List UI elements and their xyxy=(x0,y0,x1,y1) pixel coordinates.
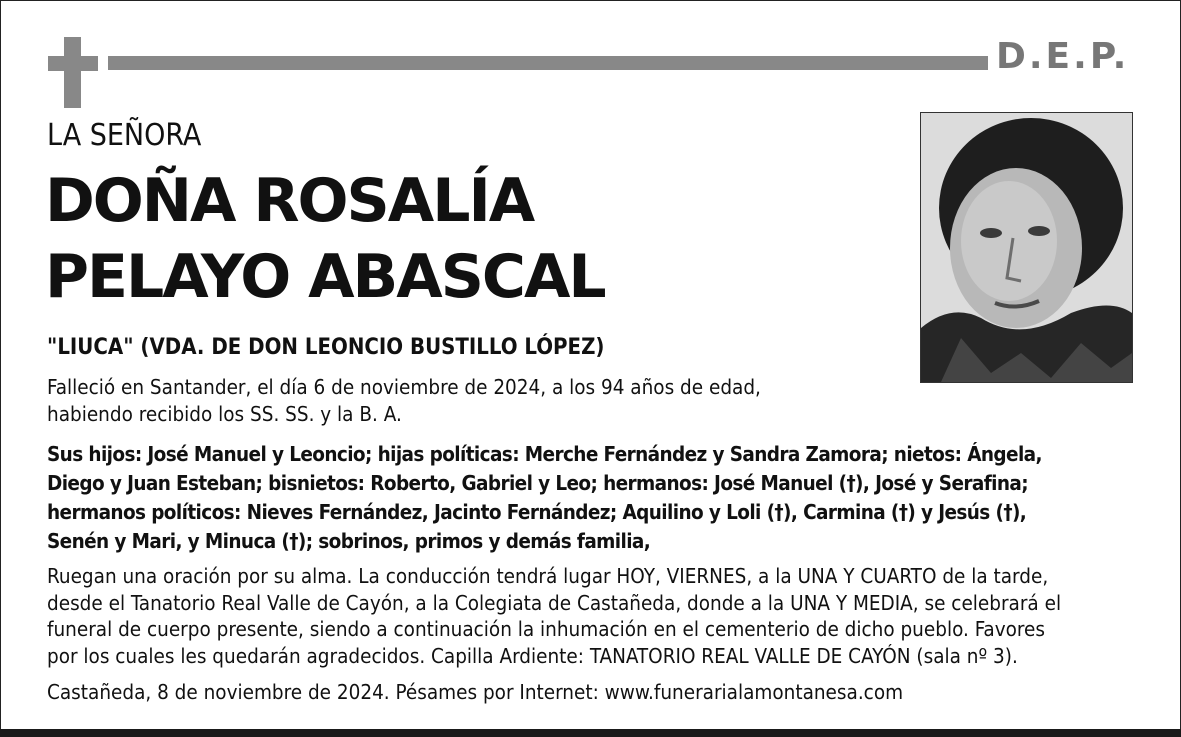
cross-icon xyxy=(64,37,81,108)
cross-icon-arm xyxy=(48,56,98,71)
deceased-title: LA SEÑORA xyxy=(47,118,202,153)
dep-label: D.E.P. xyxy=(996,36,1130,77)
deceased-name-line1: DOÑA ROSALÍA xyxy=(45,166,534,236)
request-line: por los cuales les quedarán agradecidos. Capilla Ardiente: TANATORIO REAL VALLE DE CAYÓN (sala nº 3). xyxy=(47,643,1018,668)
deceased-photo xyxy=(920,112,1133,383)
death-info xyxy=(47,374,897,428)
family-line: Senén y Mari, y Minuca (†); sobrinos, primos y demás familia, xyxy=(47,529,651,553)
request-line: Ruegan una oración por su alma. La conducción tendrá lugar HOY, VIERNES, a la UNA Y CUARTO de la tarde, xyxy=(47,564,1049,588)
death-info-line1: Falleció en Santander, el día 6 de noviembre de 2024, a los 94 años de edad, xyxy=(47,375,761,399)
family-line: hermanos políticos: Nieves Fernández, Jacinto Fernández; Aquilino y Loli (†), Carmina (†) y Jesús (†), xyxy=(47,500,1027,524)
portrait-image xyxy=(921,113,1132,382)
family-list xyxy=(47,440,1157,556)
request-line: desde el Tanatorio Real Valle de Cayón, a la Colegiata de Castañeda, donde a la UNA Y MEDIA, se celebrará el xyxy=(47,590,1062,615)
family-line: Diego y Juan Esteban; bisnietos: Roberto, Gabriel y Leo; hermanos: José Manuel (†), José y Serafina; xyxy=(47,471,1029,495)
request-line: funeral de cuerpo presente, siendo a continuación la inhumación en el cementerio de dicho pueblo. Favores xyxy=(47,617,1046,641)
death-info-line2: habiendo recibido los SS. SS. y la B. A. xyxy=(47,402,402,426)
deceased-alias: "LIUCA" (VDA. DE DON LEONCIO BUSTILLO LÓPEZ) xyxy=(47,335,605,360)
bottom-border xyxy=(0,729,1181,737)
funeral-request xyxy=(47,563,1157,669)
family-line: Sus hijos: José Manuel y Leoncio; hijas políticas: Merche Fernández y Sandra Zamora; nietos: Ángela, xyxy=(47,442,1042,466)
signature-line: Castañeda, 8 de noviembre de 2024. Pésames por Internet: www.funerarialamontanesa.com xyxy=(47,680,904,704)
deceased-name xyxy=(45,163,605,315)
deceased-name-line2: PELAYO ABASCAL xyxy=(45,242,605,312)
header-rule xyxy=(108,56,988,70)
